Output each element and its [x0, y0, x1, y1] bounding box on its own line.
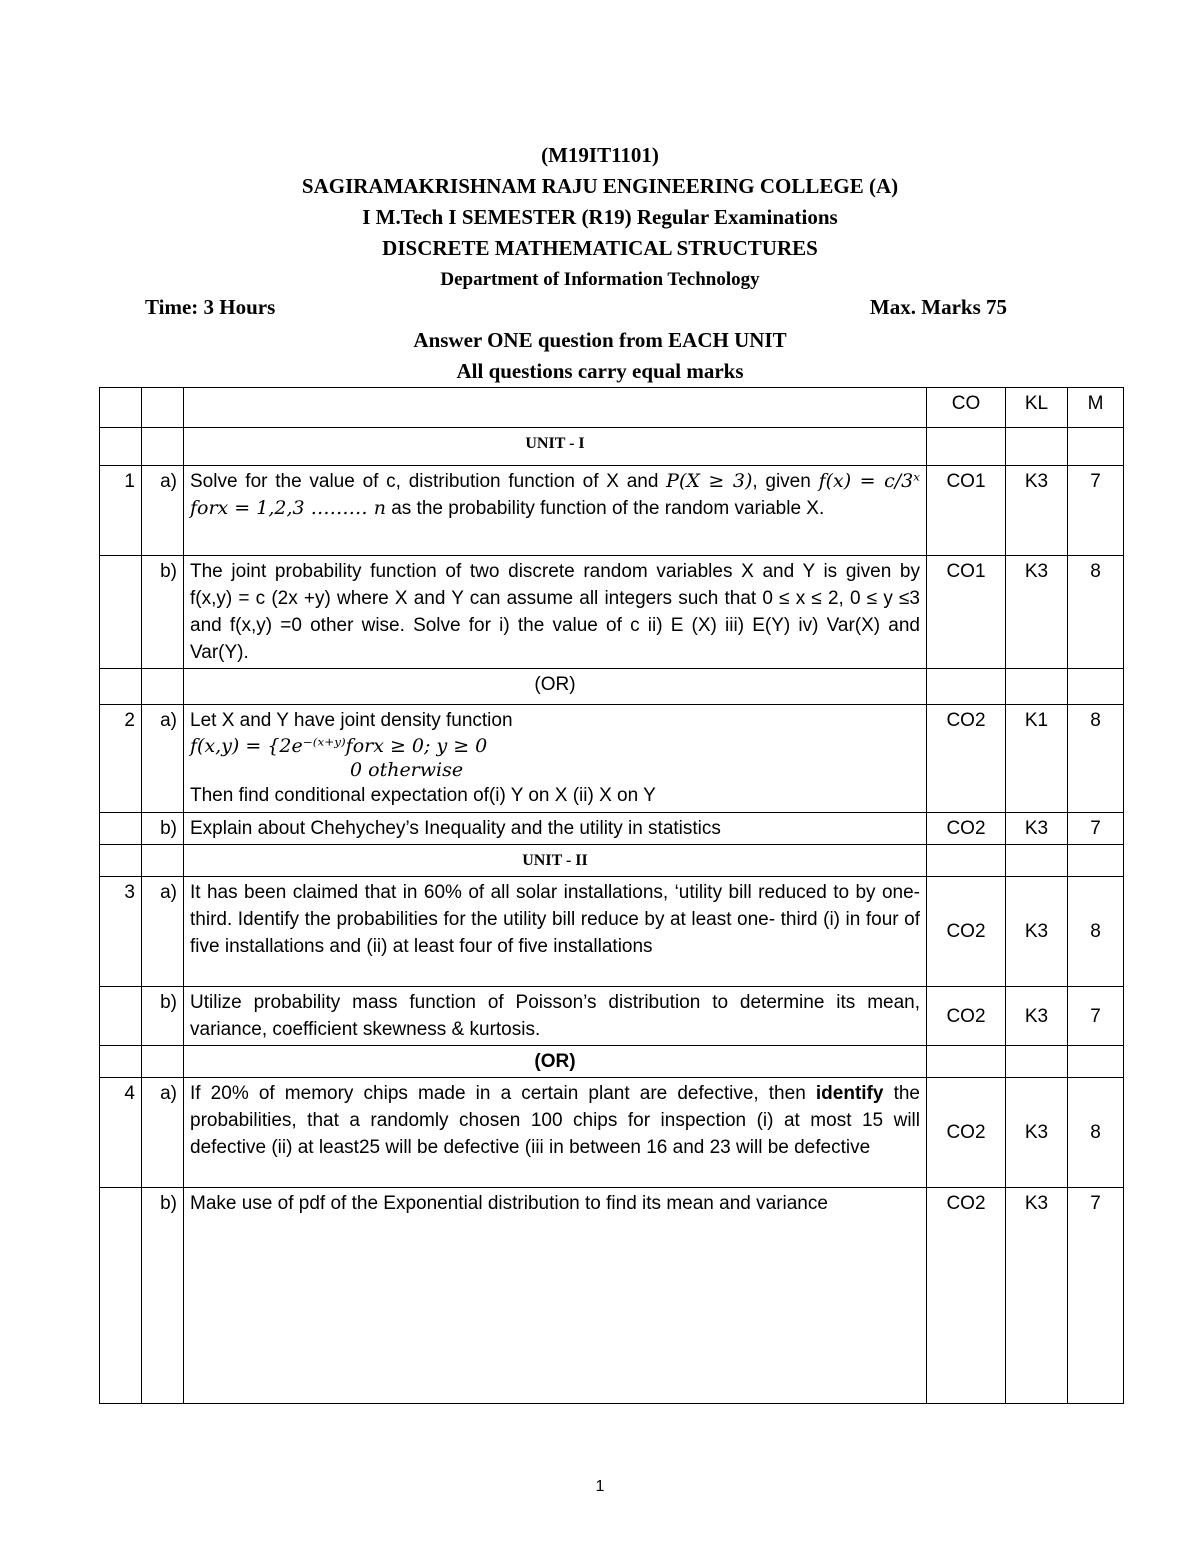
time-marks-row — [145, 295, 1007, 320]
marks-value: 7 — [1068, 466, 1124, 556]
question-number: 2 — [100, 705, 142, 813]
co-value: CO2 — [927, 877, 1006, 987]
sub-question-label: a) — [142, 705, 184, 813]
time-label: Time: 3 Hours — [145, 295, 276, 319]
math-expression: f(x) = c/3ˣ forx = 1,2,3 ……… n — [190, 470, 921, 519]
marks-value: 8 — [1068, 877, 1124, 987]
col-header-m: M — [1068, 388, 1124, 428]
marks-value: 7 — [1068, 813, 1124, 845]
kl-value: K3 — [1006, 1078, 1068, 1188]
marks-value: 8 — [1068, 1078, 1124, 1188]
page-number: 1 — [595, 1478, 605, 1495]
question-text: Let X and Y have joint density function f(x,y) = {2e⁻⁽ˣ⁺ʸ⁾forx ≥ 0; y ≥ 0 0 otherwise Then find conditional expectation of(i) Y on X (ii) X on Y — [184, 705, 927, 813]
unit-1-heading: UNIT - I — [184, 428, 927, 466]
table-row — [100, 877, 1124, 987]
question-text: Utilize probability mass function of Poisson’s distribution to determine its mean, variance, coefficient skewness & kurtosis. — [184, 987, 927, 1046]
or-separator: (OR) — [184, 669, 927, 705]
question-text: Explain about Chehychey’s Inequality and the utility in statistics — [184, 813, 927, 845]
question-text: Solve for the value of c, distribution function of X and P(X ≥ 3), given f(x) = c/3ˣ forx = 1,2,3 ……… n as the probability function of the random variable X. — [184, 466, 927, 556]
marks-value: 7 — [1068, 1188, 1124, 1404]
kl-value: K3 — [1006, 466, 1068, 556]
kl-value: K3 — [1006, 987, 1068, 1046]
co-value: CO2 — [927, 1078, 1006, 1188]
or-separator: (OR) — [184, 1046, 927, 1078]
table-row — [100, 705, 1124, 813]
co-value: CO1 — [927, 556, 1006, 669]
kl-value: K3 — [1006, 1188, 1068, 1404]
co-value: CO2 — [927, 813, 1006, 845]
co-value: CO2 — [927, 705, 1006, 813]
sub-question-label: a) — [142, 877, 184, 987]
unit-row — [100, 845, 1124, 877]
kl-value: K1 — [1006, 705, 1068, 813]
table-row — [100, 813, 1124, 845]
question-number: 4 — [100, 1078, 142, 1188]
exam-header — [0, 140, 1200, 295]
question-number: 3 — [100, 877, 142, 987]
kl-value: K3 — [1006, 877, 1068, 987]
question-text: If 20% of memory chips made in a certain plant are defective, then identify the probabilities, that a randomly chosen 100 chips for inspection (i) at most 15 will defective (ii) at least25 will be defective (iii in between 16 and 23 will be defective — [184, 1078, 927, 1188]
unit-2-heading: UNIT - II — [184, 845, 927, 877]
marks-value: 7 — [1068, 987, 1124, 1046]
question-number: 1 — [100, 466, 142, 556]
exam-title: I M.Tech I SEMESTER (R19) Regular Examinations — [362, 205, 838, 229]
co-value: CO2 — [927, 1188, 1006, 1404]
instruction-two: All questions carry equal marks — [456, 359, 744, 383]
co-value: CO2 — [927, 987, 1006, 1046]
col-header-co: CO — [927, 388, 1006, 428]
col-header-kl: KL — [1006, 388, 1068, 428]
max-marks-label: Max. Marks 75 — [869, 295, 1007, 319]
table-row — [100, 556, 1124, 669]
instructions — [0, 325, 1200, 387]
kl-value: K3 — [1006, 556, 1068, 669]
table-header-row — [100, 388, 1124, 428]
co-value: CO1 — [927, 466, 1006, 556]
or-row — [100, 669, 1124, 705]
math-expression: f(x,y) = {2e⁻⁽ˣ⁺ʸ⁾forx ≥ 0; y ≥ 0 — [190, 735, 488, 757]
kl-value: K3 — [1006, 813, 1068, 845]
sub-question-label: b) — [142, 556, 184, 669]
question-text: Make use of pdf of the Exponential distribution to find its mean and variance — [184, 1188, 927, 1404]
table-row — [100, 466, 1124, 556]
question-text: The joint probability function of two discrete random variables X and Y is given by f(x,y) = c (2x +y) where X and Y can assume all integers such that 0 ≤ x ≤ 2, 0 ≤ y ≤3 and f(x,y) =0 other wise. Solve for i) the value of c ii) E (X) iii) E(Y) iv) Var(X) and Var(Y). — [184, 556, 927, 669]
math-expression: P(X ≥ 3) — [666, 470, 753, 492]
sub-question-label: b) — [142, 1188, 184, 1404]
table-row — [100, 1188, 1124, 1404]
department-name: Department of Information Technology — [440, 269, 760, 290]
college-name: SAGIRAMAKRISHNAM RAJU ENGINEERING COLLEGE (A) — [301, 174, 899, 198]
table-row — [100, 1078, 1124, 1188]
subject-title: DISCRETE MATHEMATICAL STRUCTURES — [382, 236, 818, 260]
sub-question-label: b) — [142, 813, 184, 845]
math-expression: 0 otherwise — [350, 759, 464, 781]
question-table — [99, 387, 1124, 1404]
or-row — [100, 1046, 1124, 1078]
sub-question-label: a) — [142, 1078, 184, 1188]
instruction-one: Answer ONE question from EACH UNIT — [413, 328, 787, 352]
question-text: It has been claimed that in 60% of all solar installations, ‘utility bill reduced to by one- third. Identify the probabilities for the utility bill reduce by at least one- third (i) in four of five installations and (ii) at least four of five installations — [184, 877, 927, 987]
table-row — [100, 987, 1124, 1046]
sub-question-label: a) — [142, 466, 184, 556]
sub-question-label: b) — [142, 987, 184, 1046]
paper-code: (M19IT1101) — [541, 143, 659, 167]
unit-row — [100, 428, 1124, 466]
marks-value: 8 — [1068, 705, 1124, 813]
marks-value: 8 — [1068, 556, 1124, 669]
